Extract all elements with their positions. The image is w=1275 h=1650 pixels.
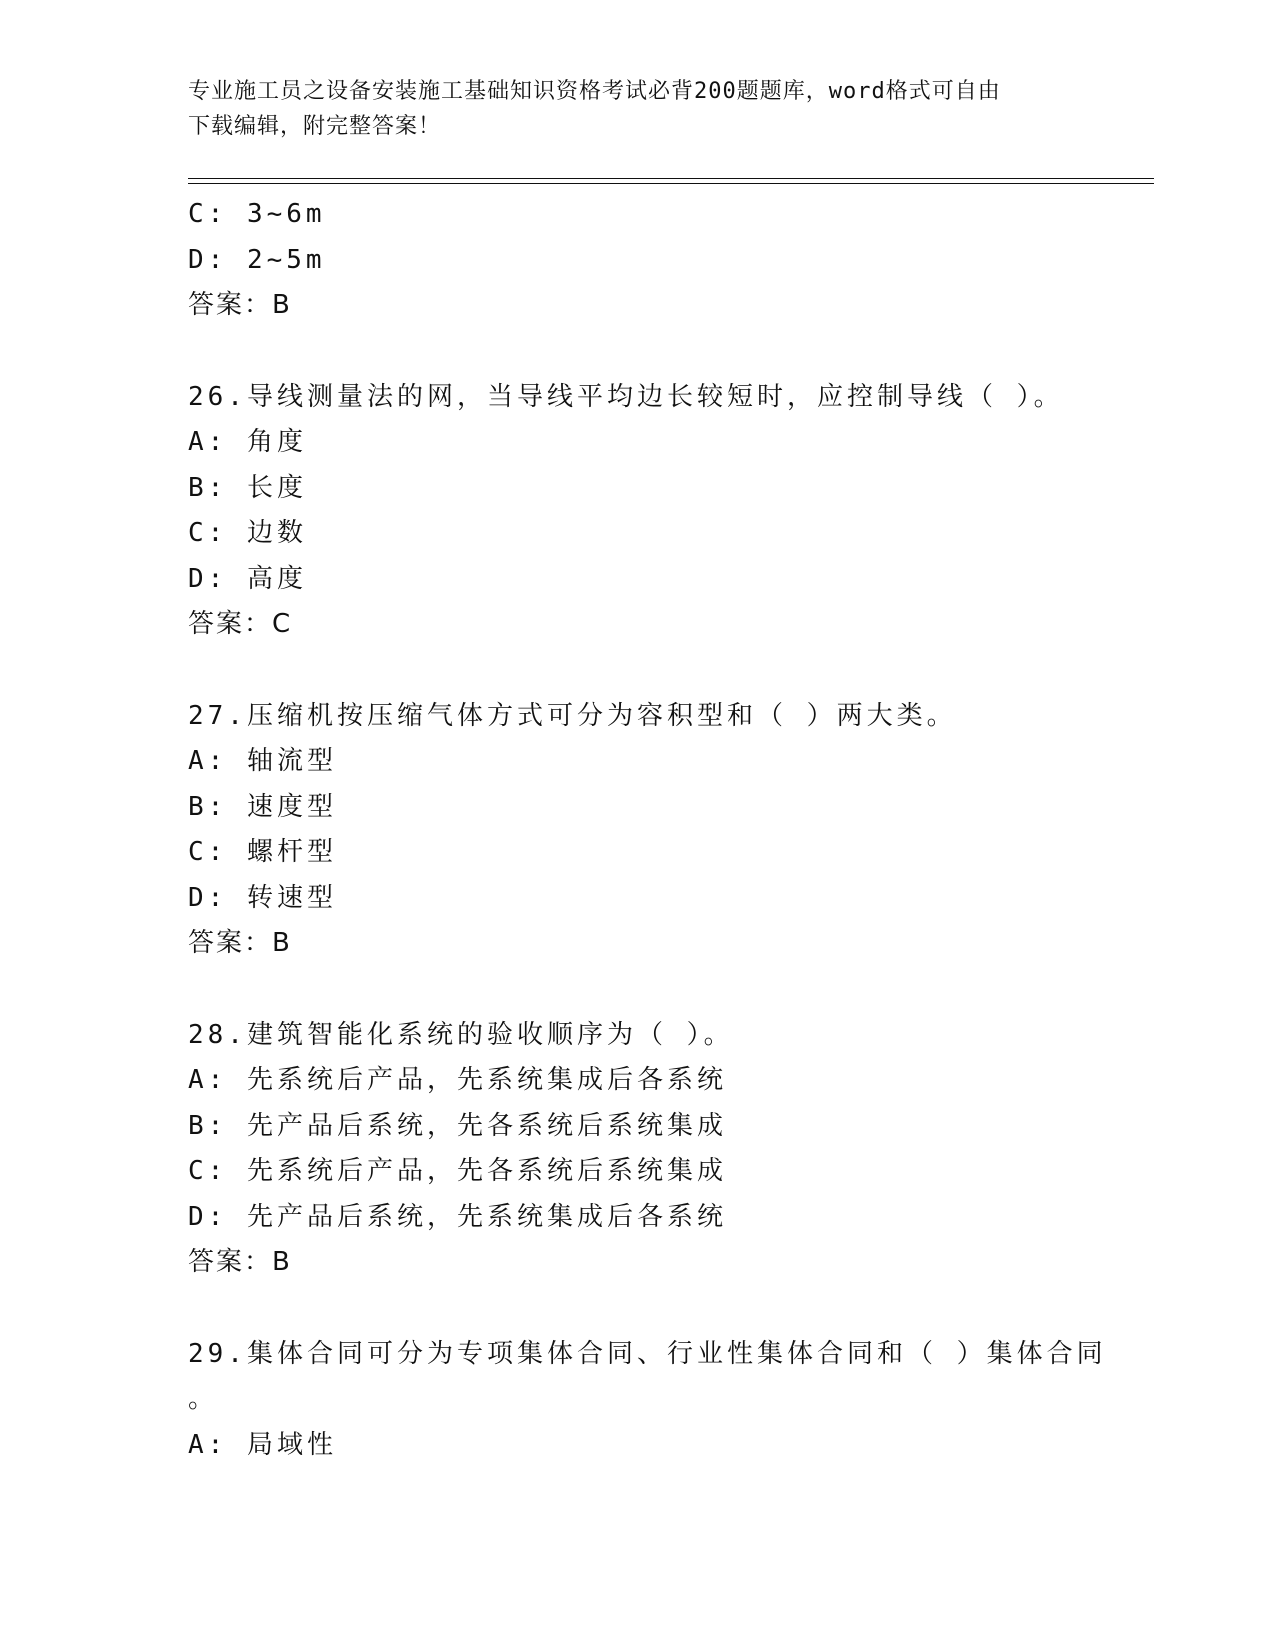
- document-header: [188, 74, 1088, 144]
- option-c: C: 螺杆型: [188, 837, 337, 867]
- header-rule-bottom: [188, 183, 1154, 184]
- option-d: D: 高度: [188, 563, 307, 594]
- option-a: A: 角度: [188, 427, 307, 457]
- option-b: B: 先产品后系统，先各系统后系统集成: [188, 1110, 727, 1141]
- option-a: A: 轴流型: [188, 746, 337, 776]
- question-stem: 27.压缩机按压缩气体方式可分为容积型和（ ）两大类。: [188, 700, 957, 731]
- question-stem: 29.集体合同可分为专项集体合同、行业性集体合同和（ ）集体合同: [188, 1338, 1107, 1369]
- question-list: [188, 192, 1148, 1468]
- question-stem: 28.建筑智能化系统的验收顺序为（ ）。: [188, 1019, 734, 1050]
- option-c: C: 先系统后产品，先各系统后系统集成: [188, 1156, 727, 1186]
- answer: 答案：B: [188, 1247, 292, 1277]
- header-line-1: 专业施工员之设备安装施工基础知识资格考试必背200题题库，word格式可自由: [188, 79, 1001, 104]
- option-c: C: 3~6m: [188, 199, 326, 229]
- answer: 答案：B: [188, 290, 292, 320]
- answer: 答案：B: [188, 928, 292, 958]
- option-d: D: 转速型: [188, 882, 337, 913]
- header-rule-top: [188, 178, 1154, 179]
- answer: 答案：C: [188, 609, 293, 639]
- option-c: C: 边数: [188, 518, 307, 548]
- option-a: A: 局域性: [188, 1429, 337, 1460]
- header-line-2: 下载编辑，附完整答案！: [188, 114, 442, 139]
- option-a: A: 先系统后产品，先系统集成后各系统: [188, 1065, 727, 1095]
- option-b: B: 长度: [188, 472, 307, 503]
- option-b: B: 速度型: [188, 791, 337, 822]
- question-stem: 26.导线测量法的网，当导线平均边长较短时，应控制导线（ ）。: [188, 381, 1064, 412]
- option-d: D: 先产品后系统，先系统集成后各系统: [188, 1201, 727, 1232]
- question-stem-continuation: 。: [188, 1384, 219, 1414]
- option-d: D: 2~5m: [188, 244, 326, 275]
